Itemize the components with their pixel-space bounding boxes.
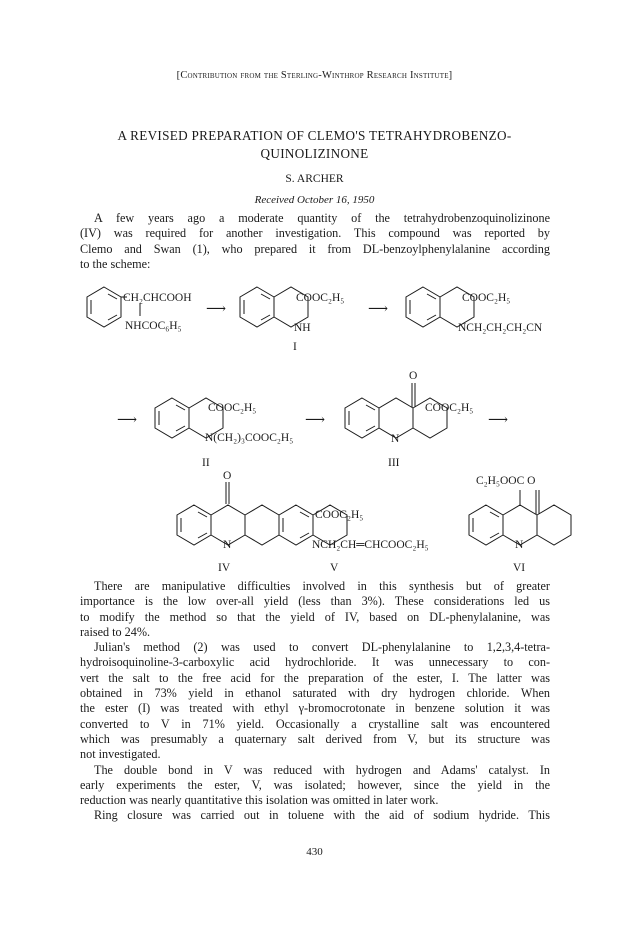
carbonyl-oxygen: O: [223, 470, 232, 482]
body-line: reduction was nearly quantitative this isolation was omitted in later work.: [80, 793, 439, 808]
reaction-arrow: ⟶: [368, 302, 389, 317]
intro-line: Clemo and Swan (1), who prepared it from DL-benzoylphenylalanine according: [80, 241, 550, 256]
body-line: There are manipulative difficulties involved in this synthesis but of greater: [94, 579, 550, 593]
compound-substituent: NH: [294, 322, 311, 334]
compound-substituent: COOC₂H₅: [425, 402, 474, 414]
body-line: hydroisoquinoline-3-carboxylic acid hydrochloride. It was unnecessary to con-: [80, 655, 550, 670]
compound-label: II: [202, 457, 210, 469]
body-line: which was presumably a quaternary salt derived from V, but its structure was: [80, 731, 550, 746]
body-line: The double bond in V was reduced with hydrogen and Adams' catalyst. In: [94, 762, 550, 777]
reaction-arrow: ⟶: [488, 413, 509, 428]
compound-substituent: NHCOC₆H₅: [125, 320, 182, 332]
compound-substituent: COOC₂H₅: [315, 509, 364, 521]
body-line: to modify the method so that the yield of IV, based on DL-phenylalanine, was: [80, 609, 550, 624]
body-line: not investigated.: [80, 747, 161, 762]
article-title-line1: A REVISED PREPARATION OF CLEMO'S TETRAHYDROBENZO-: [117, 128, 512, 143]
reaction-arrow: ⟶: [117, 413, 138, 428]
compound-substituent: COOC₂H₅: [296, 292, 345, 304]
body-line: vert the salt to the free acid for the preparation of the ester, I. The latter was: [80, 670, 550, 685]
compound-substituent: COOC₂H₅: [462, 292, 511, 304]
compound-substituent: N: [515, 539, 524, 551]
compound-substituent: CH₂CHCOOH: [123, 292, 192, 304]
received-date: Received October 16, 1950: [254, 194, 375, 206]
compound-VI-structure: [469, 490, 571, 545]
compound-substituent: N(CH₂)₃COOC₂H₅: [205, 432, 294, 444]
body-line: Julian's method (2) was used to convert DL-phenylalanine to 1,2,3,4-tetra-: [94, 640, 550, 655]
compound-label: IV: [218, 562, 231, 574]
compound-label: VI: [513, 562, 526, 574]
body-line: the ester (I) was treated with ethyl γ-bromocrotonate in benzene solution it was: [80, 701, 550, 716]
compound-label: V: [330, 562, 339, 574]
intro-line: to the scheme:: [80, 256, 151, 271]
page-number: 430: [306, 846, 323, 858]
compound-IV-structure: [177, 482, 279, 545]
reaction-arrow: ⟶: [206, 302, 227, 317]
carbonyl-oxygen: O: [409, 370, 418, 382]
reaction-arrow: ⟶: [305, 413, 326, 428]
intro-line: (IV) was required for another investigation. This compound was reported by: [80, 226, 550, 241]
article-title-line2: QUINOLIZINONE: [260, 146, 369, 161]
compound-label: III: [388, 457, 400, 469]
compound-substituent: NCH₂CH═CHCOOC₂H₅: [312, 539, 429, 551]
compound-substituent: COOC₂H₅: [208, 402, 257, 414]
intro-line: A few years ago a moderate quantity of the tetrahydrobenzoquinolizinone: [94, 211, 550, 225]
body-line: early experiments the ester, V, was isolated; however, since the yield in the: [80, 777, 550, 792]
body-line: importance is the low over-all yield (less than 3%). These considerations led us: [80, 594, 550, 609]
body-line: Ring closure was carried out in toluene with the aid of sodium hydride. This: [94, 808, 550, 823]
body-text: [80, 579, 550, 824]
compound-substituent: N: [391, 433, 400, 445]
compound-substituent: C₂H₅OOC O: [476, 475, 536, 487]
compound-substituent: NCH₂CH₂CH₂CN: [458, 322, 543, 334]
compound-substituent: N: [223, 539, 232, 551]
body-line: obtained in 73% yield in ethanol saturated with dry hydrogen chloride. When: [80, 686, 550, 701]
body-line: converted to V in 71% yield. Occasionally a crystalline salt was encountered: [80, 716, 550, 731]
compound-label: I: [293, 341, 297, 353]
contribution-header: [Contribution from the Sterling-Winthrop Research Institute]: [176, 70, 453, 81]
author-name: S. ARCHER: [285, 173, 344, 185]
body-line: raised to 24%.: [80, 624, 151, 639]
